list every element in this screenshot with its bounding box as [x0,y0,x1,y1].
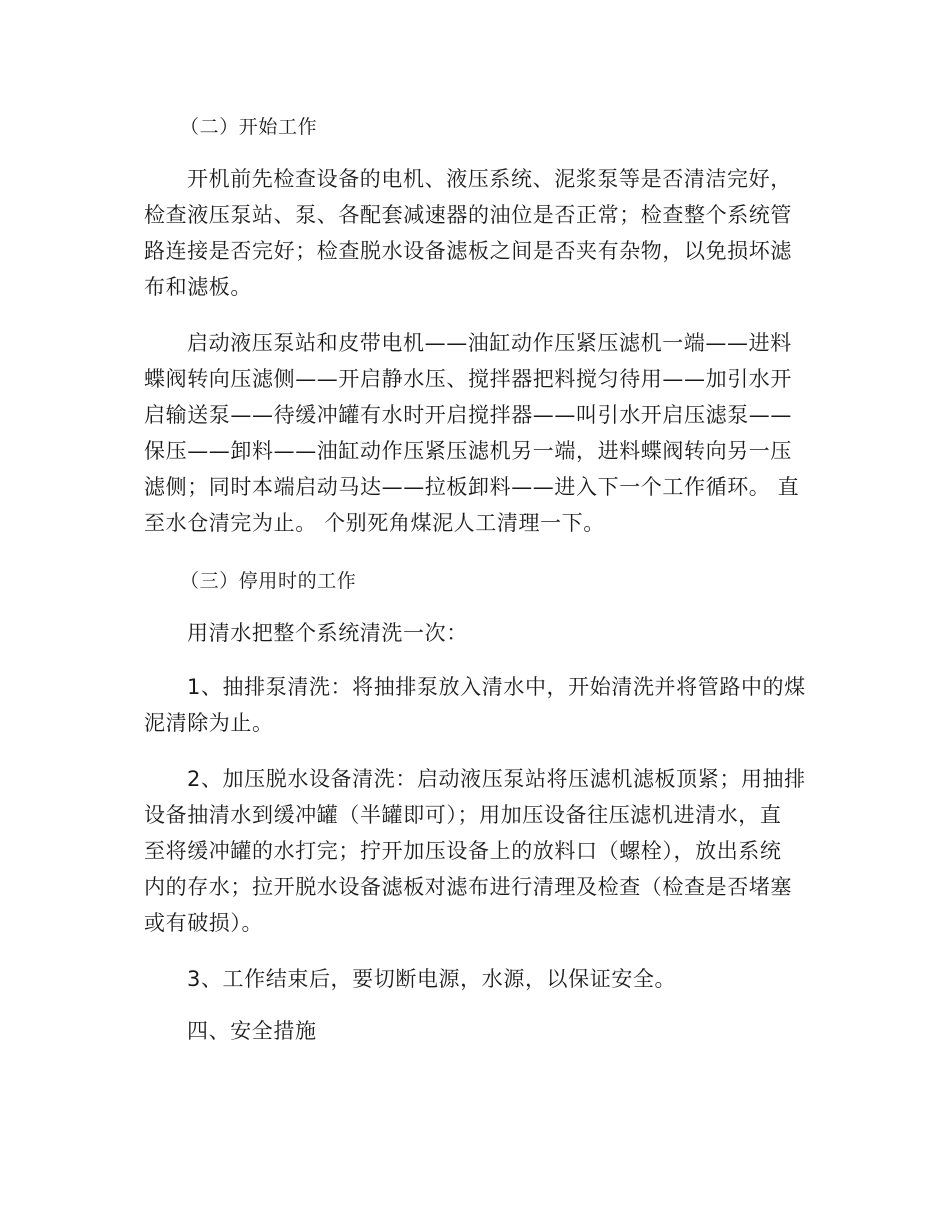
section-heading: （三）停用时的工作 [180,570,357,592]
paragraph-line: 启动液压泵站和皮带电机——油缸动作压紧压滤机一端——进料 [187,331,792,355]
paragraph-line: 用清水把整个系统清洗一次： [187,621,468,645]
paragraph-line: 或有破损）。 [144,911,264,935]
section-heading: 四、安全措施 [187,1019,317,1043]
paragraph-line: 保压——卸料——油缸动作压紧压滤机另一端，进料蝶阀转向另一压 [144,439,792,463]
paragraph-line: 启输送泵——待缓冲罐有水时开启搅拌器——叫引水开启压滤泵—— [144,403,792,427]
paragraph-line: 检查液压泵站、泵、各配套减速器的油位是否正常；检查整个系统管 [144,203,792,227]
paragraph-line: 3、工作结束后，要切断电源，水源，以保证安全。 [187,967,677,991]
paragraph-line: 路连接是否完好；检查脱水设备滤板之间是否夹有杂物，以免损坏滤 [144,239,792,263]
paragraph-line: 泥清除为止。 [144,711,274,735]
paragraph-line: 至水仓清完为止。 个别死角煤泥人工清理一下。 [144,511,605,535]
paragraph-line: 内的存水；拉开脱水设备滤板对滤布进行清理及检查（检查是否堵塞 [144,875,792,899]
paragraph-line: 蝶阀转向压滤侧——开启静水压、搅拌器把料搅匀待用——加引水开 [144,367,792,391]
paragraph-line: 设备抽清水到缓冲罐（半罐即可）；用加压设备往压滤机进清水，直 [144,803,782,827]
paragraph-line: 布和滤板。 [144,275,252,299]
paragraph-line: 至将缓冲罐的水打完；拧开加压设备上的放料口（螺栓），放出系统 [144,839,782,863]
paragraph-line: 开机前先检查设备的电机、液压系统、泥浆泵等是否清洁完好， [187,167,792,191]
paragraph-line: 滤侧；同时本端启动马达——拉板卸料——进入下一个工作循环。 直 [144,475,800,499]
paragraph-line: 2、加压脱水设备清洗：启动液压泵站将压滤机滤板顶紧；用抽排 [187,767,806,791]
section-heading: （二）开始工作 [180,116,318,138]
paragraph-line: 1、抽排泵清洗：将抽排泵放入清水中，开始清洗并将管路中的煤 [187,675,806,699]
